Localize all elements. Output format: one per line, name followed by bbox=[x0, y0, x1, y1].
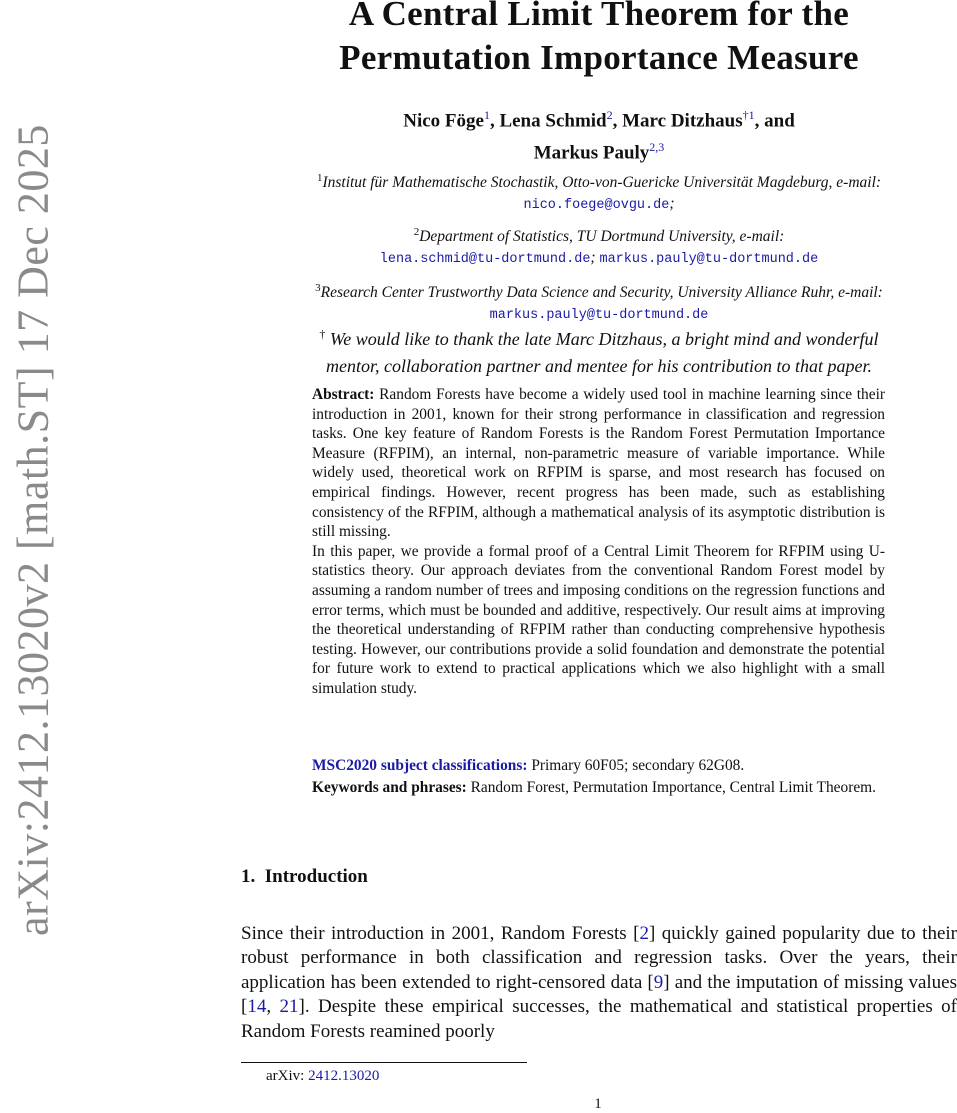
author-affil-ref[interactable]: 1 bbox=[483, 108, 490, 122]
abstract-paragraph-1: Random Forests have become a widely used tool in machine learning since their introduction in 2001, known for their strong performance in classification and regression tasks. One key feature of Random Forests is the Random Forest Permutation Importance Measure (RFPIM), an internal, non-parametric measure of variable importance. While widely used, theoretical work on RFPIM is sparse, and most research has focused on empirical findings. However, recent progress has been made, such as establishing consistency of the RFPIM, although a mathematical analysis of its asymptotic distribution is still missing. bbox=[312, 386, 885, 541]
email-link[interactable]: nico.foege@ovgu.de bbox=[523, 198, 670, 214]
author-name: Marc Ditzhaus bbox=[622, 110, 743, 132]
section-heading: 1. Introduction bbox=[241, 866, 368, 887]
email-link[interactable]: markus.pauly@tu-dortmund.de bbox=[599, 252, 819, 268]
affiliation-number: 3 bbox=[315, 282, 321, 294]
page-number: 1 bbox=[594, 1096, 602, 1112]
arxiv-identifier: arXiv:2412.13020v2 [math.ST] 17 Dec 2025 bbox=[8, 124, 58, 936]
citation-link[interactable]: 14 bbox=[247, 996, 267, 1018]
author-affil-ref[interactable]: †1 bbox=[742, 108, 755, 122]
affiliation-3 bbox=[237, 278, 957, 326]
keywords-label: Keywords and phrases: bbox=[312, 779, 467, 796]
author-affil-ref[interactable]: 2 bbox=[606, 108, 613, 122]
introduction-paragraph: Since their introduction in 2001, Random Forests [2] quickly gained popularity due to their robust performance in both classification and regression tasks. Over the years, their application has been extended to right-censored data [9] and the imputation of missing values [14, 21]. Despite these empirical successes, the mathematical and statistical properties of Random Forests reamined poorly bbox=[241, 923, 957, 1042]
affiliation-2: $^2$Department of Statistics, TU Dortmund University, e-mail: lena.schmid@tu-dortmund.de; markus.pauly@tu-dortmund.de bbox=[379, 226, 819, 268]
email-link[interactable]: lena.schmid@tu-dortmund.de bbox=[379, 252, 591, 268]
email-link[interactable]: markus.pauly@tu-dortmund.de bbox=[489, 308, 709, 324]
author-affil-ref[interactable]: 2,3 bbox=[649, 140, 665, 155]
author-name: Lena Schmid bbox=[499, 110, 607, 132]
abstract-paragraph-2: In this paper, we provide a formal proof of a Central Limit Theorem for RFPIM using U-statistics theory. Our approach deviates from the conventional Random Forest model by assuming a random number of trees and imposing conditions on the regression functions and error terms, which must be bounded and additive, respectively. Our result aims at improving the theoretical understanding of RFPIM rather than conducting comprehensive hypothesis testing. However, our contributions provide a solid foundation and demonstrate the potential for future work to extend to practical applications which we also highlight with a small simulation study. bbox=[312, 542, 885, 697]
author-conjunction: and bbox=[764, 110, 795, 132]
msc-classification: MSC2020 subject classifications: Primary 60F05; secondary 62G08. bbox=[312, 757, 745, 774]
dagger-mark: † bbox=[319, 327, 326, 341]
author-list: Nico Föge$^1$, Lena Schmid$^2$, Marc Ditzhaus$^{\dagger 1}$, and Markus Pauly$^{2,3}$ bbox=[403, 108, 795, 164]
paper-title bbox=[241, 0, 957, 80]
keywords: Keywords and phrases: Random Forest, Permutation Importance, Central Limit Theorem. bbox=[312, 779, 876, 796]
arxiv-sidebar bbox=[0, 0, 62, 1112]
author-name: Nico Föge bbox=[403, 110, 484, 132]
msc-link[interactable]: MSC2020 subject classifications: bbox=[312, 757, 528, 774]
title-line-1: A Central Limit Theorem for the bbox=[348, 0, 850, 33]
arxiv-link[interactable]: 2412.13020 bbox=[308, 1068, 380, 1084]
affiliation-1: $^1$Institut für Mathematische Stochastik, Otto-von-Guericke Universität Magdeburg, e-mail: nico.foege@ovgu.de; bbox=[316, 172, 882, 214]
affiliation-number: 2 bbox=[413, 226, 420, 238]
affiliation-number: 1 bbox=[316, 172, 323, 184]
title-line-2: Permutation Importance Measure bbox=[339, 38, 859, 77]
acknowledgement: † We would like to thank the late Marc Ditzhaus, a bright mind and wonderful mentor, collaboration partner and mentee for his contribution to that paper. bbox=[319, 327, 879, 376]
citation-link[interactable]: 9 bbox=[653, 971, 664, 993]
author-name: Markus Pauly bbox=[533, 142, 650, 164]
affiliation-text: Department of Statistics, TU Dortmund University, e-mail: bbox=[419, 228, 785, 246]
footnote-rule bbox=[241, 1062, 527, 1063]
footnote: arXiv: 2412.13020 bbox=[266, 1068, 380, 1084]
affiliation-text: Research Center Trustworthy Data Science and Security, University Alliance Ruhr, e-mail: bbox=[320, 284, 883, 302]
affiliation-text: Institut für Mathematische Stochastik, Otto-von-Guericke Universität Magdeburg, e-mail: bbox=[322, 174, 882, 192]
citation-link[interactable]: 21 bbox=[279, 996, 299, 1018]
citation-link[interactable]: 2 bbox=[639, 923, 649, 944]
abstract bbox=[312, 385, 885, 699]
abstract-label: Abstract: bbox=[312, 386, 375, 403]
